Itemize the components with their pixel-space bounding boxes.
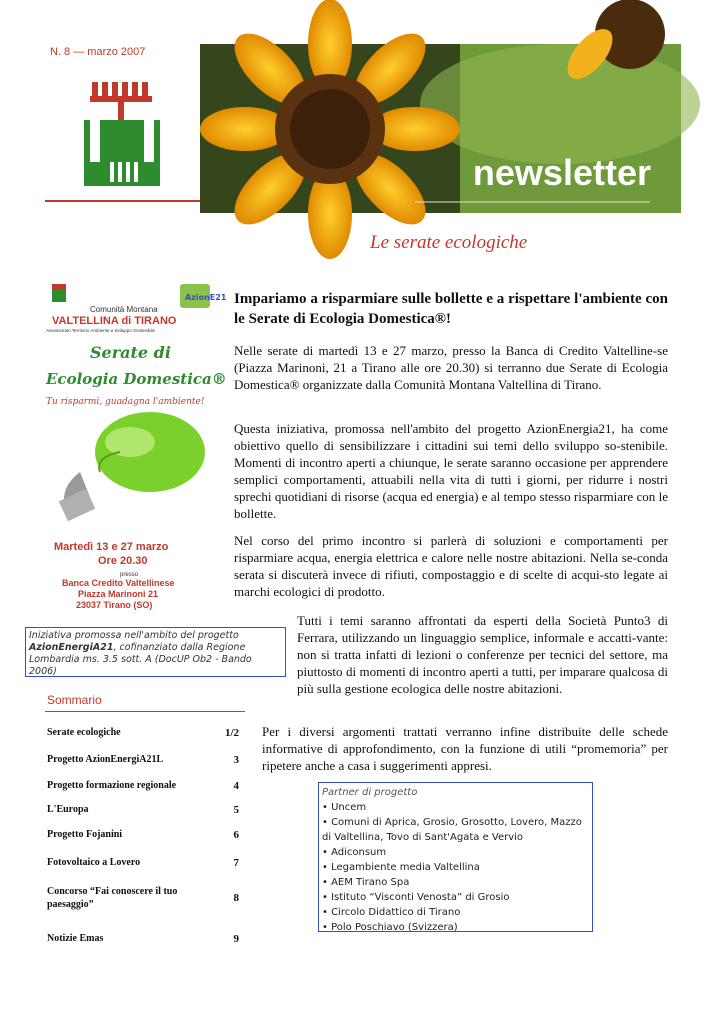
partner-item: • Adiconsum xyxy=(322,847,387,858)
poster-time: Ore 20.30 xyxy=(98,555,148,567)
lightbulb-icon xyxy=(59,412,205,521)
article-paragraph-1: Nelle serate di martedì 13 e 27 marzo, presso la Banca di Credito Valtelline-se (Piazza Marinoni, 21 a Tirano alle ore 20.30) si terranno due Serate di Ecologia Domestica® organizzate dalla Comunità Montana Valtellina di Tirano. xyxy=(234,343,668,392)
partners-title: Partner di progetto xyxy=(322,787,418,798)
toc-item-page: 5 xyxy=(233,804,239,816)
poster-venue1: Banca Credito Valtellinese xyxy=(62,578,175,588)
section-title: Le serate ecologiche xyxy=(370,232,528,253)
poster-badge: AzionE21 xyxy=(185,293,227,302)
toc-item-title: Progetto formazione regionale xyxy=(47,780,177,791)
partner-name: Legambiente media Valtellina xyxy=(331,862,480,873)
partner-item: • AEM Tirano Spa xyxy=(322,877,410,888)
organization-logo xyxy=(84,80,164,190)
article-paragraph-4: Tutti i temi saranno affrontati da esperti della Società Punto3 di Ferrara, utilizzando un linguaggio semplice, informale e accatti-vante: non si tratta infatti di lezioni o conferenze per tecnici del settore, ma piuttosto di momenti di incontro aperti a tutti, per imparare qualcosa di più sulla gestione ecologica delle nostre abitazioni. xyxy=(297,613,668,696)
header-banner xyxy=(200,44,681,213)
poster-org-line2: VALTELLINA di TIRANO xyxy=(52,315,177,327)
toc-item-title: L'Europa xyxy=(47,804,89,815)
toc-title: Sommario xyxy=(47,693,102,707)
article-paragraph-2: Questa iniziativa, promossa nell'ambito del progetto AzionEnergia21, ha come obiettivo quello di sensibilizzare i cittadini sui temi dello sviluppo so-stenibile. Momenti di incontro aperti a chiunque, le serate saranno occasione per apprendere semplici comportamenti, attuabili nella vita di tutti i giorni, per ridurre i nostri sprechi quotidiani di risorse (acqua ed energia) e al tempo stesso risparmiare con le bollette. xyxy=(234,421,668,521)
partner-item: • Polo Poschiavo (Svizzera) xyxy=(322,922,458,933)
toc-item[interactable] xyxy=(47,885,247,911)
toc-item-title: Progetto AzionEnergiA21L xyxy=(47,754,164,765)
poster-slogan: Tu risparmi, guadagna l'ambiente! xyxy=(46,397,205,407)
partner-name: AEM Tirano Spa xyxy=(331,877,410,888)
poster-title2: Ecologia Domestica® xyxy=(46,370,227,388)
partner-name: Circolo Didattico di Tirano xyxy=(331,907,461,918)
toc-item-title: Progetto Fojanini xyxy=(47,829,123,840)
toc-item-title: Notizie Emas xyxy=(47,933,104,944)
partner-item: • Istituto “Visconti Venosta” di Grosio xyxy=(322,892,510,903)
toc-item[interactable] xyxy=(47,727,247,739)
toc-item-page: 4 xyxy=(233,780,239,792)
toc-divider xyxy=(45,711,245,712)
poster-org-line1: Comunità Montana xyxy=(90,305,158,314)
partners-box xyxy=(318,782,593,932)
toc-item[interactable] xyxy=(47,829,247,841)
project-callout xyxy=(25,627,286,677)
toc-item[interactable] xyxy=(47,804,247,816)
toc-item-page: 7 xyxy=(233,857,239,869)
partner-name: Comuni di Aprica, Grosio, Grosotto, Lovero, Mazzo di Valtellina, Tovo di Sant'Agata e Vervio xyxy=(322,817,582,843)
poster-org-line3: Assessorato Territorio Ambiente e Sviluppo Sostenibile xyxy=(46,328,155,333)
toc-item[interactable] xyxy=(47,933,247,945)
article-paragraph-5: Per i diversi argomenti trattati verranno infine distribuite delle schede informative di approfondimento, con la funzione di utili “promemoria” per ripetere anche a casa i suggerimenti appresi. xyxy=(262,724,668,773)
partner-name: Uncem xyxy=(331,802,367,813)
partner-item: • Uncem xyxy=(322,802,367,813)
partner-name: Istituto “Visconti Venosta” di Grosio xyxy=(331,892,510,903)
callout-line2-rest: , cofinanziato dalla Regione xyxy=(113,642,246,653)
poster-title1: Serate di xyxy=(90,343,171,362)
callout-line1: Iniziativa promossa nell'ambito del progetto xyxy=(29,630,239,641)
poster-graphic xyxy=(40,272,227,612)
toc-item-page: 9 xyxy=(233,933,239,945)
poster-dates: Martedì 13 e 27 marzo xyxy=(54,541,169,553)
toc-item-page: 1/2 xyxy=(224,727,239,739)
toc-item-page: 6 xyxy=(233,829,239,841)
partner-item: • Legambiente media Valtellina xyxy=(322,862,480,873)
event-poster xyxy=(40,272,227,612)
toc-item[interactable] xyxy=(47,780,247,792)
toc-item-title: Fotovoltaico a Lovero xyxy=(47,857,141,868)
callout-project-name: AzionEnergiA21 xyxy=(29,642,114,653)
article-paragraph-3: Nel corso del primo incontro si parlerà di soluzioni e comportamenti per risparmiare acqua, energia elettrica e calore nelle nostre abitazioni. Nella se-conda serata si discuterà invece di rifiuti, compostaggio e di scelte di acqui-sto legate ai marchi ecologici di prodotto. xyxy=(234,533,668,599)
toc-item-page: 8 xyxy=(233,892,239,904)
callout-line3: Lombardia ms. 3.5 sott. A (DocUP Ob2 - Bando 2006) xyxy=(29,654,252,677)
header-divider xyxy=(45,200,200,202)
partner-name: Polo Poschiavo (Svizzera) xyxy=(331,922,458,933)
poster-venue2: Piazza Marinoni 21 xyxy=(78,589,159,599)
toc-item-title: Serate ecologiche xyxy=(47,727,121,738)
toc-item[interactable] xyxy=(47,754,247,766)
toc-item[interactable] xyxy=(47,857,247,869)
partner-item: • Circolo Didattico di Tirano xyxy=(322,907,461,918)
partner-name: Adiconsum xyxy=(331,847,387,858)
toc-item-page: 3 xyxy=(233,754,239,766)
poster-venue3: 23037 Tirano (SO) xyxy=(76,600,153,610)
toc-item-title: Concorso “Fai conoscere il tuo paesaggio” xyxy=(47,886,178,910)
callout-line2 xyxy=(29,642,282,654)
article-headline: Impariamo a risparmiare sulle bollette e a rispettare l'ambiente con le Serate di Ecologia Domestica®! xyxy=(234,291,668,327)
partner-item: • Comuni di Aprica, Grosio, Grosotto, Lovero, Mazzo di Valtellina, Tovo di Sant'Agata e Vervio xyxy=(322,817,582,843)
issue-number: N. 8 — marzo 2007 xyxy=(50,46,146,58)
newsletter-title: newsletter xyxy=(472,152,651,193)
poster-presso: presso xyxy=(120,572,139,578)
